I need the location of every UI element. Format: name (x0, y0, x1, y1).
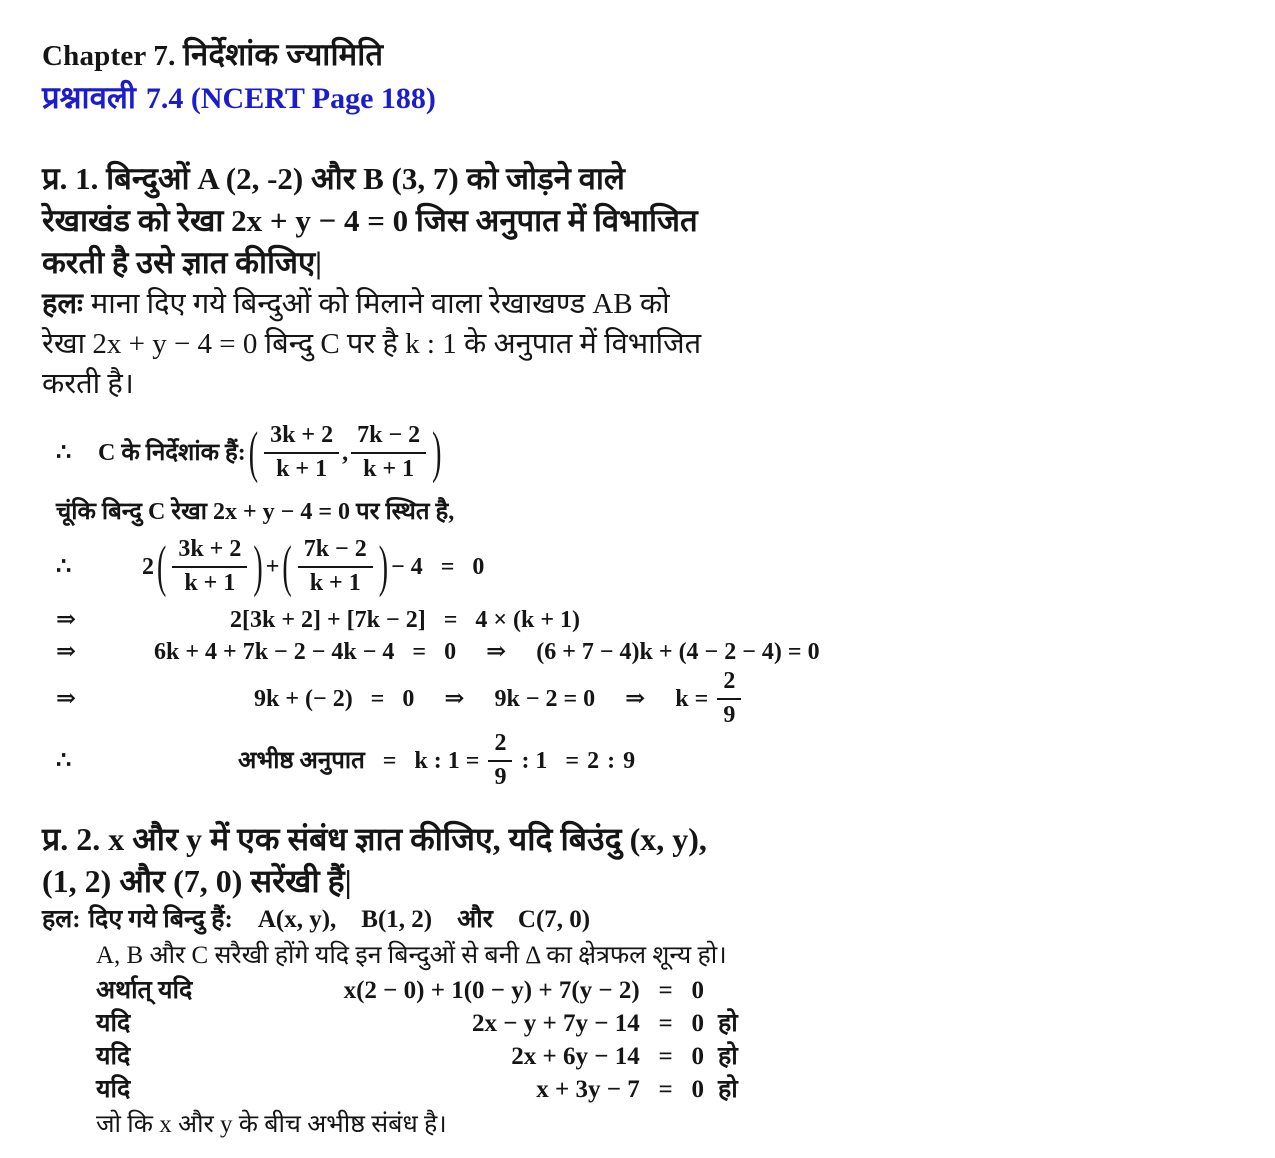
chapter-heading (42, 34, 1235, 77)
therefore-symbol: ∴ (56, 440, 72, 466)
coefficient: 2 (142, 554, 154, 580)
equation-row-5 (42, 730, 1235, 792)
solution-2-intro-text: दिए गये बिन्दु हैं: A(x, y), B(1, 2) और C(7, 0) (88, 906, 591, 933)
coordinates-prefix: C के निर्देशांक हैं: (98, 440, 246, 466)
step-tail: हो (718, 1010, 738, 1037)
fraction-numerator: 7k − 2 (351, 422, 426, 454)
question-2 (42, 818, 922, 902)
fraction-denominator: k + 1 (184, 570, 236, 596)
therefore-symbol: ∴ (56, 554, 72, 580)
collinearity-condition: A, B और C सरैखी होंगे यदि इन बिन्दुओं से बनी Δ का क्षेत्रफल शून्य हो। (96, 942, 727, 969)
step-tail: हो (718, 1076, 738, 1103)
fraction-numerator: 2 (488, 730, 512, 762)
fraction-3k2-k1 (172, 536, 247, 597)
equation-row-3 (42, 636, 1235, 668)
question-2-line-2: (1, 2) और (7, 0) सरेंखी हैं| (42, 863, 352, 899)
equation-mid: : 1 = (515, 748, 580, 774)
fraction-numerator: 3k + 2 (172, 536, 247, 568)
solution-2-intro (42, 902, 1235, 938)
close-paren: ) (253, 535, 263, 599)
solution-1-line-1 (42, 284, 922, 324)
close-paren: ) (432, 421, 442, 485)
solution-1-line-3: करती है। (42, 368, 134, 400)
equation-body: 2[3k + 2] + [7k − 2] = 4 × (k + 1) (230, 607, 581, 633)
fraction-numerator: 2 (717, 668, 741, 700)
solution-label: हल: (42, 906, 81, 933)
comma: , (342, 440, 349, 466)
equation-body: 9k + (− 2) = 0 ⇒ 9k − 2 = 0 ⇒ k = (254, 686, 715, 712)
fraction-7k2-k1 (351, 422, 426, 483)
fraction-3k2-k1 (264, 422, 339, 483)
step-label: यदि (96, 1043, 131, 1070)
implies-symbol: ⇒ (56, 607, 77, 633)
exercise-ref: 7.4 (NCERT Page 188) (145, 82, 436, 115)
step-label: यदि (96, 1076, 131, 1103)
exercise-heading (42, 77, 1235, 120)
question-1 (42, 158, 922, 284)
since-line (42, 494, 1235, 530)
question-1-line-2: रेखाखंड को रेखा 2x + y − 4 = 0 जिस अनुपात में विभाजित (42, 203, 698, 238)
fraction-denominator: 9 (723, 702, 736, 728)
fraction-numerator: 3k + 2 (264, 422, 339, 454)
equation-row-4 (42, 668, 1235, 730)
fraction-denominator: k + 1 (309, 570, 361, 596)
step-tail: हो (718, 1043, 738, 1070)
step-equation: x + 3y − 7 = 0 (536, 1076, 704, 1103)
equation-body: 6k + 4 + 7k − 2 − 4k − 4 = 0 ⇒ (6 + 7 − 4)k + (4 − 2 − 4) = 0 (154, 639, 820, 665)
plus-sign: + (265, 554, 280, 580)
step-row-final (96, 1073, 1235, 1106)
equation-row-1 (42, 530, 1235, 604)
fraction-2-9 (488, 730, 512, 791)
step-label: अर्थात् यदि (96, 977, 193, 1004)
closing-statement: जो कि x और y के बीच अभीष्ठ संबंध है। (96, 1111, 447, 1138)
fraction-denominator: 9 (494, 764, 507, 790)
fraction-denominator: k + 1 (363, 456, 415, 482)
chapter-label: Chapter 7. (42, 40, 176, 72)
implies-symbol: ⇒ (56, 686, 77, 712)
equation-body: अभीष्ठ अनुपात = k : 1 = (238, 748, 486, 774)
step-label: यदि (96, 1010, 131, 1037)
step-row (96, 1007, 1235, 1040)
question-1-line-1: प्र. 1. बिन्दुओं A (2, -2) और B (3, 7) को जोड़ने वाले (42, 161, 625, 196)
step-equation: x(2 − 0) + 1(0 − y) + 7(y − 2) = 0 (343, 977, 704, 1004)
open-paren: ( (248, 421, 259, 485)
open-paren: ( (157, 535, 167, 599)
fraction-2-9 (717, 668, 741, 729)
step-row (96, 974, 1235, 1007)
question-2-line-1: प्र. 2. x और y में एक संबंध ज्ञात कीजिए, यदि बिउंदु (x, y), (42, 821, 707, 857)
question-1-line-3: करती है उसे ज्ञात कीजिए| (42, 245, 322, 280)
coordinates-of-c-row (42, 414, 1235, 492)
chapter-title: निर्देशांक ज्यामिति (183, 37, 384, 72)
solution-2 (42, 902, 1235, 1142)
step-equation: 2x + 6y − 14 = 0 (511, 1043, 704, 1070)
step-equation: 2x − y + 7y − 14 = 0 (472, 1010, 704, 1037)
fraction-numerator: 7k − 2 (298, 536, 373, 568)
exercise-label: प्रश्नावली (42, 80, 136, 115)
solution-1-intro (42, 284, 922, 404)
step-row (96, 1040, 1235, 1073)
solution-1-line-1-text: माना दिए गये बिन्दुओं को मिलाने वाला रेखाखण्ड AB को (90, 288, 670, 320)
solution-label: हलः (42, 288, 83, 320)
equation-row-2 (42, 604, 1235, 636)
fraction-denominator: k + 1 (276, 456, 328, 482)
close-paren: ) (378, 535, 389, 599)
since-text: चूंकि बिन्दु C रेखा 2x + y − 4 = 0 पर स्थित है, (56, 499, 455, 525)
solution-1-line-2: रेखा 2x + y − 4 = 0 बिन्दु C पर है k : 1 के अनुपात में विभाजित (42, 328, 702, 360)
fraction-7k2-k1 (298, 536, 373, 597)
implies-symbol: ⇒ (56, 639, 77, 665)
equation-tail: − 4 = 0 (391, 554, 485, 580)
open-paren: ( (282, 535, 292, 599)
therefore-symbol: ∴ (56, 748, 72, 774)
final-ratio: 2 : 9 (587, 748, 637, 774)
